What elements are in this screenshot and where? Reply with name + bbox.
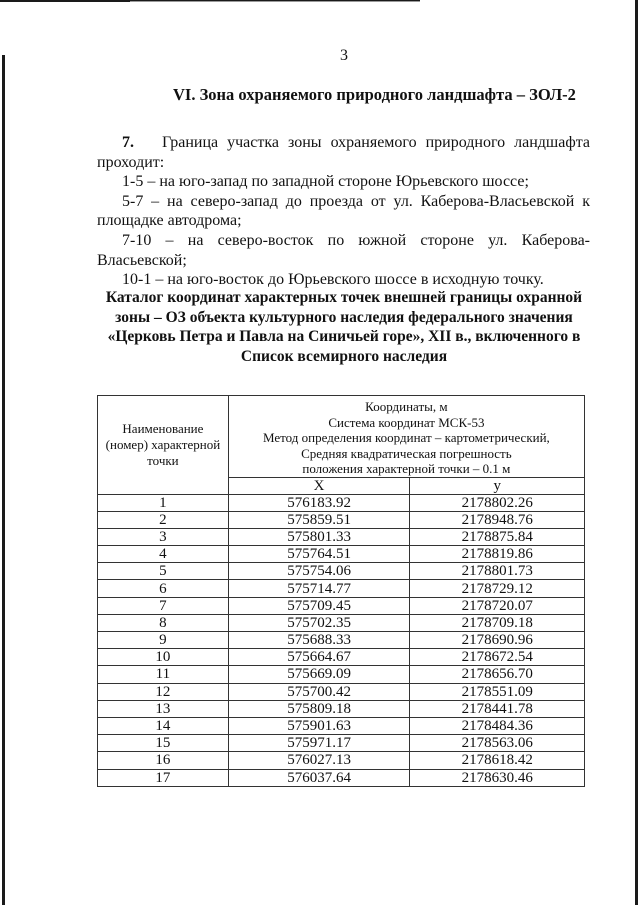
coordinates-table-body xyxy=(98,494,585,786)
point-number-cell: 4 xyxy=(98,546,229,563)
y-coordinate-cell: 2178948.76 xyxy=(410,511,585,528)
x-coordinate-cell: 575700.42 xyxy=(228,683,410,700)
point-name-header-line: Наименование xyxy=(122,420,204,436)
table-row xyxy=(98,649,585,666)
point-number-cell: 16 xyxy=(98,752,229,769)
y-coordinate-cell: 2178802.26 xyxy=(410,494,585,511)
coordinates-header-line: Координаты, м xyxy=(365,399,448,414)
catalog-title-line: «Церковь Петра и Павла на Синичьей горе», XII в., включенного в xyxy=(107,328,581,345)
table-row xyxy=(98,632,585,649)
table-row xyxy=(98,752,585,769)
table-row xyxy=(98,700,585,717)
x-coordinate-cell: 575809.18 xyxy=(228,700,410,717)
point-number-cell: 12 xyxy=(98,683,229,700)
scan-edge-left xyxy=(2,55,5,905)
point-number-cell: 14 xyxy=(98,717,229,734)
coordinates-table xyxy=(97,395,585,787)
point-number-cell: 9 xyxy=(98,632,229,649)
x-coordinate-cell: 575801.33 xyxy=(228,528,410,545)
paragraph-intro-continuation: проходит: xyxy=(97,153,165,171)
y-coordinate-cell: 2178819.86 xyxy=(410,546,585,563)
point-name-header-line: (номер) характерной xyxy=(105,436,221,452)
table-row xyxy=(98,563,585,580)
section-heading: VI. Зона охраняемого природного ландшафта – ЗОЛ-2 xyxy=(173,85,576,104)
point-number-cell: 17 xyxy=(98,769,229,786)
x-coordinate-cell: 575709.45 xyxy=(228,597,410,614)
coordinates-header-line: Метод определения координат – картометрический, xyxy=(263,430,550,445)
y-coordinate-cell: 2178720.07 xyxy=(410,597,585,614)
table-row xyxy=(98,597,585,614)
table-row xyxy=(98,546,585,563)
coordinates-header-line: положения характерной точки – 0.1 м xyxy=(302,461,511,476)
point-number-cell: 2 xyxy=(98,511,229,528)
table-row xyxy=(98,580,585,597)
x-coordinate-cell: 576027.13 xyxy=(228,752,410,769)
point-name-header xyxy=(98,396,229,495)
y-coordinate-cell: 2178551.09 xyxy=(410,683,585,700)
catalog-title-line: зоны – ОЗ объекта культурного наследия федерального значения xyxy=(115,308,573,326)
segment-item: 1-5 – на юго-запад по западной стороне Юрьевского шоссе; xyxy=(122,173,529,191)
point-number-cell: 3 xyxy=(98,528,229,545)
x-coordinate-cell: 575664.67 xyxy=(228,649,410,666)
x-coordinate-cell: 575754.06 xyxy=(228,563,410,580)
catalog-title-line: Список всемирного наследия xyxy=(240,347,448,365)
table-row xyxy=(98,494,585,511)
x-coordinate-cell: 575669.09 xyxy=(228,666,410,683)
y-coordinate-cell: 2178672.54 xyxy=(410,649,585,666)
y-coordinate-cell: 2178484.36 xyxy=(410,717,585,734)
table-row xyxy=(98,735,585,752)
x-coordinate-cell: 575971.17 xyxy=(228,735,410,752)
table-row xyxy=(98,769,585,786)
y-coordinate-cell: 2178630.46 xyxy=(410,769,585,786)
coordinates-header-line: Система координат МСК-53 xyxy=(328,414,485,430)
y-coordinate-cell: 2178709.18 xyxy=(410,614,585,631)
x-coordinate-cell: 575688.33 xyxy=(228,632,410,649)
x-coordinate-cell: 575764.51 xyxy=(228,546,410,563)
y-coordinate-cell: 2178729.12 xyxy=(410,580,585,597)
segment-item: 10-1 – на юго-восток до Юрьевского шоссе в исходную точку. xyxy=(122,271,544,289)
x-coordinate-cell: 575901.63 xyxy=(228,717,410,734)
point-number-cell: 10 xyxy=(98,649,229,666)
segment-item: 5-7 – на северо-запад до проезда от ул. Каберова-Власьевской к площадке автодрома; xyxy=(97,192,590,230)
x-coordinate-cell: 575714.77 xyxy=(228,580,410,597)
x-coordinate-cell: 576183.92 xyxy=(228,494,410,511)
table-row xyxy=(98,717,585,734)
scan-edge-top-light xyxy=(130,1,420,2)
point-number-cell: 13 xyxy=(98,700,229,717)
x-coordinate-cell: 575859.51 xyxy=(228,511,410,528)
table-row xyxy=(98,528,585,545)
point-number-cell: 6 xyxy=(98,580,229,597)
point-number-cell: 15 xyxy=(98,735,229,752)
catalog-title-line: Каталог координат характерных точек внешней границы охранной xyxy=(105,289,583,306)
y-coordinate-cell: 2178563.06 xyxy=(410,735,585,752)
table-row xyxy=(98,666,585,683)
table-row xyxy=(98,614,585,631)
paragraph-intro xyxy=(97,133,590,153)
y-coordinate-cell: 2178656.70 xyxy=(410,666,585,683)
y-coordinate-cell: 2178690.96 xyxy=(410,632,585,649)
boundary-description xyxy=(97,133,590,290)
point-number-cell: 1 xyxy=(98,494,229,511)
segment-item: 7-10 – на северо-восток по южной стороне ул. Каберова-Власьевской; xyxy=(97,231,590,269)
y-coordinate-cell: 2178875.84 xyxy=(410,528,585,545)
x-coordinate-cell: 576037.64 xyxy=(228,769,410,786)
table-row xyxy=(98,511,585,528)
scan-edge-right xyxy=(635,0,638,905)
x-coordinate-cell: 575702.35 xyxy=(228,614,410,631)
y-coordinate-cell: 2178801.73 xyxy=(410,563,585,580)
coordinates-header xyxy=(228,396,584,478)
point-number-cell: 8 xyxy=(98,614,229,631)
catalog-title xyxy=(97,288,591,366)
point-number-cell: 11 xyxy=(98,666,229,683)
y-coordinate-cell: 2178618.42 xyxy=(410,752,585,769)
table-row xyxy=(98,683,585,700)
page-number: 3 xyxy=(340,47,348,64)
x-column-header: X xyxy=(228,477,410,494)
point-name-header-line: точки xyxy=(147,452,179,468)
coordinates-header-line: Средняя квадратическая погрешность xyxy=(301,445,512,461)
y-coordinate-cell: 2178441.78 xyxy=(410,700,585,717)
paragraph-intro-text: Граница участка зоны охраняемого природного ландшафта xyxy=(162,134,590,151)
point-number-cell: 5 xyxy=(98,563,229,580)
y-column-header: y xyxy=(410,477,585,494)
paragraph-number: 7. xyxy=(122,134,134,151)
point-number-cell: 7 xyxy=(98,597,229,614)
